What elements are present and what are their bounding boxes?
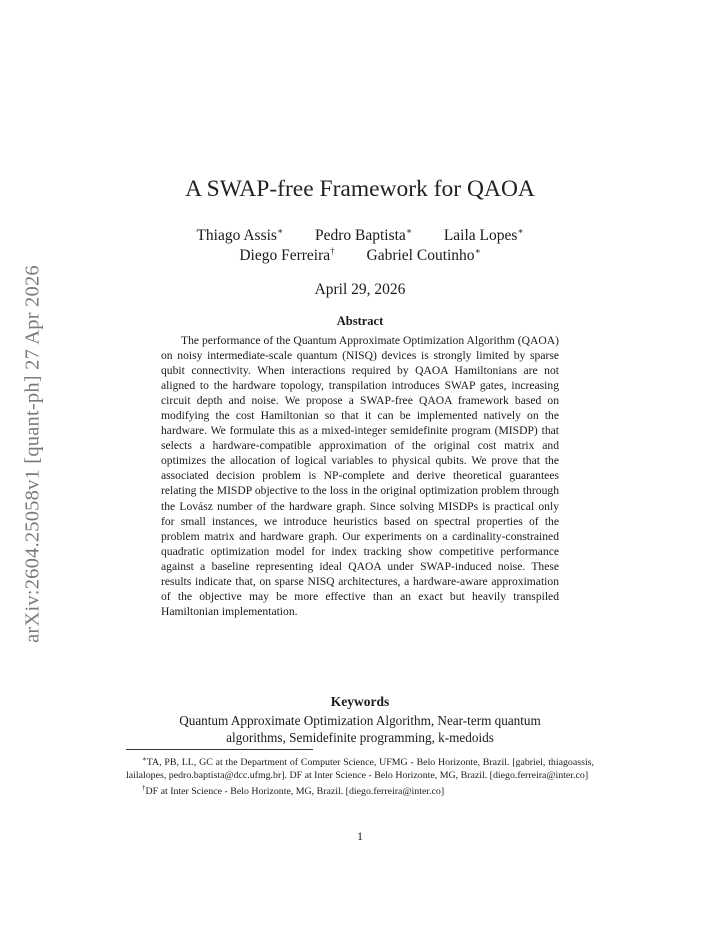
author-footnote-mark: ∗ [276,226,284,236]
keywords-text: Quantum Approximate Optimization Algorithm, Near-term quantum algorithms, Semidefinite programming, k-medoids [179,713,541,745]
author-footnote-mark: ∗ [517,226,524,236]
footnote-text: DF at Inter Science - Belo Horizonte, MG, Brazil. [diego.ferreira@inter.co] [145,786,445,798]
footnote-mark: † [142,784,146,793]
footnote-text: TA, PB, LL, GC at the Department of Computer Science, UFMG - Belo Horizonte, Brazil. [gabriel, thiagoassis, lailalopes, pedro.baptista@dcc.ufmg.br]. DF at Inter Science - Belo Horizonte, MG, Brazil. [diego.ferreira@inter.co] [126,757,594,782]
footnote-affiliations [126,753,594,782]
paper-date: April 29, 2026 [314,281,406,298]
author-pedro-baptista: Pedro Baptista∗ [314,226,412,244]
author-footnote-mark: ∗ [405,226,412,236]
keywords-heading: Keywords [330,694,390,709]
author-thiago-assis: Thiago Assis∗ [196,226,284,244]
paper-title: A SWAP-free Framework for QAOA [185,176,535,202]
footnotes [126,753,594,799]
abstract-text: The performance of the Quantum Approximate Optimization Algorithm (QAOA) on noisy intermediate-scale quantum (NISQ) devices is strongly limited by sparse qubit connectivity. When interactions required by QAOA Hamiltonians are not aligned to the hardware topology, transpilation introduces SWAP gates, increasing circuit depth and noise. We propose a SWAP-free QAOA framework based on modifying the cost Hamiltonian so that it can be implemented natively on the hardware. We formulate this as a mixed-integer semidefinite program (MISDP) that selects a hardware-compatible approximation of the original cost matrix and optimizes the allocation of logical variables to physical qubits. We prove that the associated decision problem is NP-complete and derive theoretical guarantees relating the MISDP objective to the loss in the original optimization problem through the Lovász number of the hardware graph. Since solving MISDPs is practical only for small instances, we introduce heuristics based on spectral properties of the problem matrix and hardware graph. Our experiments on a cardinality-constrained quadratic optimization model for index tracking show competitive performance against a baseline representing ideal QAOA under SWAP-induced noise. These results indicate that, on sparse NISQ architectures, a hardware-aware approximation of the objective may be more effective than an exact but heavily transpiled Hamiltonian implementation. [161,334,559,618]
author-footnote-mark: † [330,246,335,256]
author-gabriel-coutinho: Gabriel Coutinho∗ [366,246,481,264]
author-laila-lopes: Laila Lopes∗ [443,226,524,244]
author-footnote-mark: ∗ [474,246,481,256]
author-diego-ferreira: Diego Ferreira† [239,246,335,264]
arxiv-identifier-stamp: arXiv:2604.25058v1 [quant-ph] 27 Apr 2026 [21,265,44,643]
author-list-row-1 [0,226,720,245]
footnote-mark: ∗ [142,755,147,763]
footnote-inter-science [126,782,594,798]
footnote-divider [126,749,313,750]
author-list-row-2 [0,246,720,265]
page-number: 1 [357,829,363,843]
abstract-heading: Abstract [336,314,384,328]
